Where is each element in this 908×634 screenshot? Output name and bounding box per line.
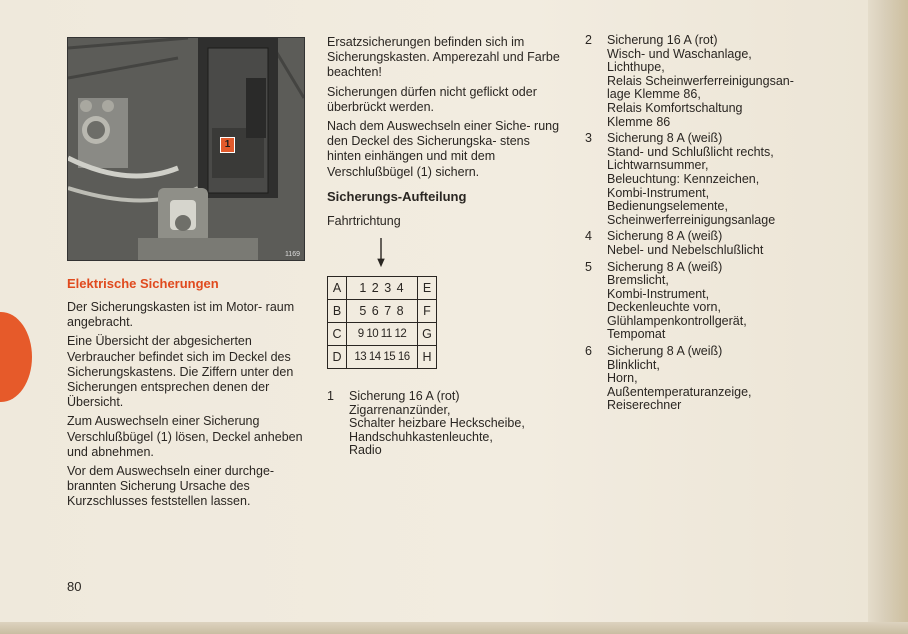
fuse-line: Radio: [349, 443, 382, 458]
fuse-line: Sicherung 16 A (rot): [349, 389, 460, 403]
table-row: [328, 300, 437, 323]
table-cell: C: [328, 323, 347, 346]
fuse-line: Wisch- und Waschanlage,: [607, 46, 752, 61]
fuse-description: [607, 261, 747, 343]
fuse-line: Scheinwerferreinigungsanlage: [607, 212, 776, 227]
list-item: [585, 345, 835, 413]
fuse-line: Beleuchtung: Kennzeichen,: [607, 171, 760, 186]
fuse-line: Relais Scheinwerferreinigungsan-: [607, 73, 794, 88]
fuse-line: Reiserechner: [607, 398, 682, 413]
middle-text-column: [327, 35, 563, 184]
fuse-description: [607, 345, 752, 413]
fuse-layout-heading: Sicherungs-Aufteilung: [327, 189, 467, 204]
fuse-list-2-6: [585, 34, 835, 416]
paragraph: Der Sicherungskasten ist im Motor- raum angebracht.: [67, 300, 295, 330]
page-edge-shadow: [868, 0, 908, 634]
fuse-line: Klemme 86: [607, 114, 671, 129]
paragraph: Sicherungen dürfen nicht geflickt oder überbrückt werden.: [327, 84, 537, 114]
direction-label: Fahrtrichtung: [327, 214, 401, 228]
fuse-line: Sicherung 8 A (weiß): [607, 344, 723, 359]
table-cell: 9 10 11 12: [347, 323, 418, 346]
fuse-line: Kombi-Instrument,: [607, 185, 710, 200]
fuse-number: 6: [585, 344, 592, 359]
fuse-line: Zigarrenanzünder,: [349, 402, 451, 417]
fuse-line: Handschuhkastenleuchte,: [349, 429, 493, 444]
table-cell: 5 6 7 8: [347, 300, 418, 323]
fuse-line: Blinklicht,: [607, 357, 660, 372]
paragraph: Zum Auswechseln einer Sicherung Verschlußbügel (1) lösen, Deckel anheben und abnehmen.: [67, 414, 303, 459]
fuse-line: Horn,: [607, 371, 638, 386]
fuse-number: 2: [585, 33, 592, 47]
fuse-line: Außentemperaturanzeige,: [607, 384, 752, 399]
fuse-layout-table: [327, 276, 437, 369]
fuse-line: Bedienungselemente,: [607, 199, 728, 214]
list-item: [585, 230, 835, 257]
fuse-line: Sicherung 8 A (weiß): [607, 229, 723, 244]
fuse-box-marker-label: 1: [220, 137, 235, 153]
engine-bay-photo: [67, 37, 305, 261]
page-number: 80: [67, 579, 82, 594]
left-text-column: [67, 300, 307, 514]
page-edge-bottom: [0, 622, 908, 634]
fuse-line: Sicherung 8 A (weiß): [607, 259, 723, 274]
table-cell: E: [418, 277, 437, 300]
paragraph: Ersatzsicherungen befinden sich im Sicherungskasten. Amperezahl und Farbe beachten!: [327, 35, 560, 80]
table-cell: A: [328, 277, 347, 300]
fuse-line: Tempomat: [607, 327, 666, 342]
fuse-line: Deckenleuchte vorn,: [607, 300, 721, 315]
fuse-number: 1: [327, 389, 334, 403]
fuse-number: 5: [585, 259, 592, 274]
fuse-list-1: [327, 390, 567, 461]
fuse-description: [607, 230, 763, 257]
fuse-line: Nebel- und Nebelschlußlicht: [607, 242, 764, 257]
table-row: [328, 346, 437, 369]
table-cell: G: [418, 323, 437, 346]
fuse-line: Kombi-Instrument,: [607, 286, 710, 301]
fuse-line: Glühlampenkontrollgerät,: [607, 313, 747, 328]
list-item: [327, 390, 567, 458]
table-cell: 13 14 15 16: [347, 346, 418, 369]
fuse-line: Sicherung 16 A (rot): [607, 33, 718, 47]
fuse-description: [607, 34, 794, 129]
fuse-description: [349, 390, 525, 458]
fuse-line: lage Klemme 86,: [607, 87, 701, 102]
list-item: [585, 34, 835, 129]
fuse-description: [607, 132, 775, 227]
list-item: [585, 261, 835, 343]
table-row: [328, 277, 437, 300]
table-cell: B: [328, 300, 347, 323]
fuse-line: Stand- und Schlußlicht rechts,: [607, 144, 774, 159]
fuse-number: 4: [585, 229, 592, 244]
paragraph: Nach dem Auswechseln einer Siche- rung den Deckel des Sicherungska- stens hinten einhängen und mit dem Verschlußbügel (1) sichern.: [327, 119, 560, 179]
table-cell: H: [418, 346, 437, 369]
fuse-line: Schalter heizbare Heckscheibe,: [349, 416, 525, 431]
table-cell: 1 2 3 4: [347, 277, 418, 300]
fuse-line: Bremslicht,: [607, 273, 669, 288]
fuse-line: Lichthupe,: [607, 60, 665, 75]
section-title: Elektrische Sicherungen: [67, 276, 219, 291]
table-cell: F: [418, 300, 437, 323]
list-item: [585, 132, 835, 227]
direction-arrow-icon: [374, 238, 388, 268]
fuse-line: Relais Komfortschaltung: [607, 100, 743, 115]
table-cell: D: [328, 346, 347, 369]
fuse-number: 3: [585, 131, 592, 146]
fuse-line: Lichtwarnsummer,: [607, 158, 709, 173]
paragraph: Eine Übersicht der abgesicherten Verbraucher befindet sich im Deckel des Sicherungskastens. Die Ziffern unter den Sicherungen entsprechen denen der Übersicht.: [67, 334, 294, 410]
table-row: [328, 323, 437, 346]
paragraph: Vor dem Auswechseln einer durchge- brannten Sicherung Ursache des Kurzschlusses feststellen lassen.: [67, 464, 275, 509]
fuse-line: Sicherung 8 A (weiß): [607, 131, 723, 146]
figure-number: 1169: [284, 251, 300, 258]
